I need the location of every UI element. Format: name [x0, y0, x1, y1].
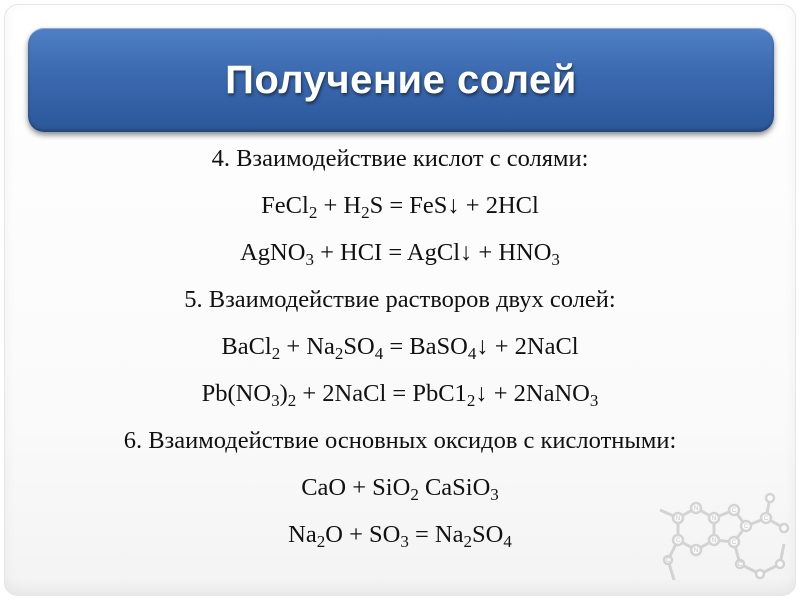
- formula-text: ): [279, 380, 288, 407]
- molecule-atom-label: C: [763, 516, 769, 522]
- molecule-atom-label: N: [711, 516, 717, 522]
- formula-text: S = FeS↓ + 2HCl: [369, 192, 539, 219]
- formula-text: = BaSO: [383, 333, 468, 360]
- formula-subscript: 2: [287, 391, 297, 410]
- section-heading: 4. Взаимодействие кислот с солями:: [211, 145, 589, 172]
- molecule-atom-label: C: [731, 508, 737, 514]
- formula-text: Na: [288, 521, 317, 548]
- molecule-atom-label: C: [743, 524, 749, 530]
- formula-subscript: 3: [589, 391, 599, 410]
- molecule-atom-label: C: [665, 558, 671, 564]
- formula-subscript: 2: [308, 203, 318, 222]
- formula-subscript: 3: [271, 391, 280, 410]
- formula-text: O + SO: [325, 521, 401, 548]
- formula-subscript: 4: [503, 532, 512, 551]
- formula-subscript: 3: [305, 250, 314, 269]
- formula-subscript: 2: [466, 391, 476, 410]
- equation: [0, 232, 800, 279]
- formula-subscript: 2: [334, 344, 344, 363]
- equation: [0, 373, 800, 420]
- molecule-atom-label: C: [731, 540, 737, 546]
- formula-text: FeCl: [261, 192, 309, 219]
- formula-subscript: 3: [400, 532, 409, 551]
- formula-subscript: 2: [410, 485, 419, 504]
- section-heading: 5. Взаимодействие растворов двух солей:: [184, 286, 616, 313]
- molecule-atom-label: C: [675, 538, 681, 544]
- formula-text: ↓ + 2NaCl: [476, 333, 579, 360]
- formula-text: CaSiO: [418, 474, 491, 501]
- formula-text: SO: [471, 521, 504, 548]
- formula-text: + H: [317, 192, 362, 219]
- formula-subscript: 2: [361, 203, 370, 222]
- formula-text: Pb(NO: [201, 380, 272, 407]
- title-banner: [28, 28, 774, 132]
- formula-subscript: 3: [551, 250, 560, 269]
- formula-text: BaCl: [221, 333, 272, 360]
- section-heading: 6. Взаимодействие основных оксидов с кислотными:: [123, 427, 677, 454]
- formula-subscript: 4: [467, 344, 477, 363]
- equation: [0, 326, 800, 373]
- formula-text: + 2NaCl = PbC1: [296, 380, 467, 407]
- formula-subscript: 2: [463, 532, 472, 551]
- formula-subscript: 3: [490, 485, 499, 504]
- formula-subscript: 2: [316, 532, 326, 551]
- molecule-atom-label: N: [693, 506, 699, 512]
- molecule-decoration: [648, 488, 798, 598]
- formula-text: + HCI = AgCl↓ + HNO: [313, 239, 552, 266]
- molecule-atom-label: N: [693, 548, 699, 554]
- formula-text: ↓ + 2NaNO: [475, 380, 590, 407]
- equation: [0, 185, 800, 232]
- formula-subscript: 4: [374, 344, 384, 363]
- molecule-atom-label: N: [675, 516, 681, 522]
- formula-subscript: 2: [271, 344, 281, 363]
- formula-text: + Na: [280, 333, 335, 360]
- formula-text: AgNO: [240, 239, 306, 266]
- slide-title: Получение солей: [225, 57, 577, 102]
- formula-text: = Na: [408, 521, 464, 548]
- molecule-atom-label: N: [711, 538, 717, 544]
- formula-text: CaO + SiO: [301, 474, 411, 501]
- formula-text: SO: [343, 333, 375, 360]
- molecule-atom-label: C: [737, 562, 743, 568]
